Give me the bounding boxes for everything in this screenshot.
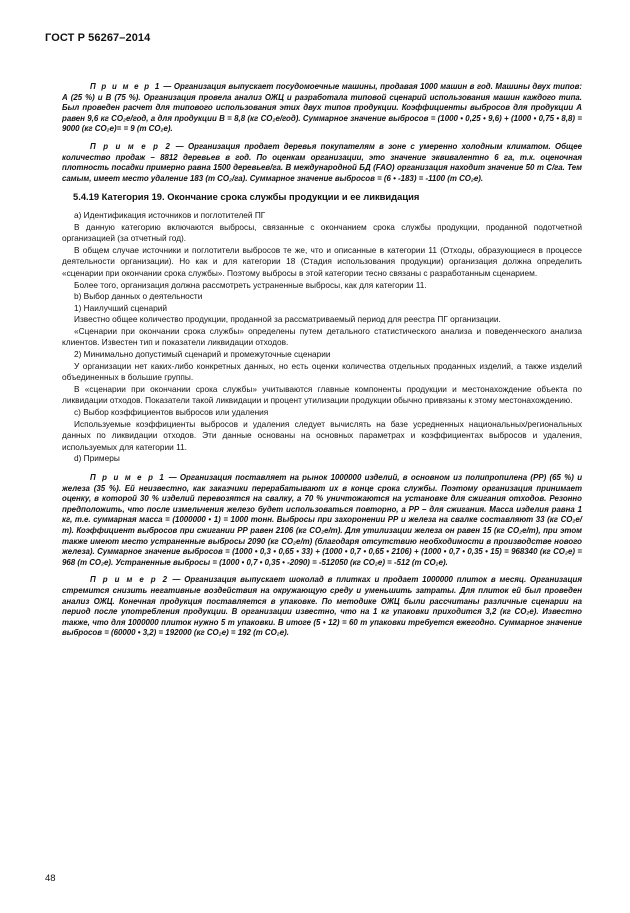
paragraph: В данную категорию включаются выбросы, связанные с окончанием срока службы продукции, проданной подотчетной организацией (за отчетный год).: [62, 221, 582, 244]
section-title: 5.4.19 Категория 19. Окончание срока службы продукции и ее ликвидация: [73, 191, 420, 203]
paragraph: 2) Минимально допустимый сценарий и промежуточные сценарии: [74, 349, 331, 360]
example-text: — Организация выпускает шоколад в плитках и продает 1000000 плиток в месяц. Организация стремится снизить негативные воздействия на окружающую среду и уменьшить затраты. Для плиток ей был проведен анализ ОЖЦ. Конечная продукция поставляется в упаковке. По методике ОЖЦ были рассчитаны различные сценарии на период после употребления продукции. В организации известно, что на 1 кг упаковки приходится 3,2 (кг CO₂е). Известно также, что для 1000000 плиток нужно 5 т упаковки. В итоге (5 • 12) = 60 т упаковки требуется ежегодно. Суммарное значение выбросов = (60000 • 3,2) = 192000 (кг CO₂е) = 192 (т CO₂е).: [62, 575, 583, 638]
paragraph: с) Выбор коэффициентов выбросов или удаления: [74, 407, 269, 418]
example-top-1: [62, 82, 582, 135]
example-text: — Организация выпускает посудомоечные машины, продавая 1000 машин в год. Машины двух типов: А (25 %) и В (75 %). Организация провела анализ ОЖЦ и разработала типовой сценарий использования машин каждого типа. Был проведен расчет для типового использования этих двух типов продукции. Коэффициенты выбросов для продукции А равен 9,6 кг CO₂е/год, а для продукции В = 8,8 (кг CO₂е/год). Суммарное значение выбросов = (1000 • 0,25 • 9,6) + (1000 • 0,75 • 8,8) = 9000 (кг CO₂е)= = 9 (т CO₂е).: [62, 82, 582, 134]
page-number: 48: [45, 873, 56, 884]
paragraph: Используемые коэффициенты выбросов и удаления следует вычислять на базе усредненных национальных/региональных данных по ликвидации отходов. Эти данные основаны на основных параметрах и коэффициентах выбросов и удаления, используемых для категории 11.: [62, 418, 582, 452]
page-content: [62, 82, 582, 646]
example-bottom-1: [62, 473, 582, 568]
example-top-2: [62, 142, 582, 184]
example-label: П р и м е р 1: [90, 473, 166, 482]
paragraph: «Сценарии при окончании срока службы» определены путем детального статистического анализа и поведенческого анализа клиентов. Известен тип и показатели ликвидации отходов.: [62, 325, 582, 348]
example-bottom-2: [62, 575, 582, 639]
paragraph: В общем случае источники и поглотители выбросов те же, что и описанные в категории 11 (Отходы, образующиеся в процессе деятельности организации). Но как и для категории 18 (Стадия использования продукции) организация должна определить «сценарии при окончании срока службы». Поэтому выбросы в этой категории тесно связаны с разработанным сценарием.: [62, 244, 582, 278]
paragraph: b) Выбор данных о деятельности: [74, 291, 203, 302]
document-header: ГОСТ Р 56267–2014: [45, 32, 151, 44]
paragraph: В «сценарии при окончании срока службы» учитываются главные компоненты продукции и местонахождение объекта по ликвидации отходов. Показатели такой ликвидации и процент утилизации продукции обычно привязаны к этому местонахождению.: [62, 383, 582, 406]
paragraph: а) Идентификация источников и поглотителей ПГ: [74, 209, 266, 220]
paragraph: Более того, организация должна рассмотреть устраненные выбросы, как для категории 11.: [74, 279, 427, 290]
example-text: — Организация поставляет на рынок 1000000 изделий, в основном из полипропилена (РР) (65 %) и железа (35 %). Ей неизвестно, как заказчики перерабатывают их в конце срока службы. Поэтому организация принимает оценку, в которой 30 % изделий перевозятся на свалку, а 70 % уничтожаются на установке для сжигания отходов. Резонно предположить, что после измельчения железо будет использоваться повторно, а РР – для сжигания. Масса изделия равна 1 кг, т.е. суммарная масса = (1000000 • 1) = 1000 тонн. Выбросы при захоронении РР и железа на свалке составляют 33 (кг CO₂е/т). Коэффициент выбросов при сжигании РР равен 2106 (кг CO₂е/т). Для утилизации железа он равен 15 (кг CO₂е/т), при этом также имеют место устраненные выбросы 2090 (кг CO₂е/т) (благодаря отсутствию необходимости в производстве нового железа). Суммарное значение выбросов = (1000 • 0,3 • 0,65 • 33) + (1000 • 0,7 • 0,65 • 2106) + (1000 • 0,7 • 0,35 • 15) = 968340 (кг CO₂е) = 968 (т CO₂е). Устраненные выбросы = (1000 • 0,7 • 0,35 • -2090) = -512050 (кг CO₂е) = -512 (т CO₂е).: [62, 473, 583, 567]
example-label: П р и м е р 1: [90, 82, 161, 91]
paragraph: 1) Наилучший сценарий: [74, 302, 167, 313]
paragraph: d) Примеры: [74, 453, 120, 464]
example-label: П р и м е р 2: [90, 141, 172, 151]
example-label: П р и м е р 2: [90, 575, 169, 585]
paragraph: У организации нет каких-либо конкретных данных, но есть оценки количества отдельных проданных изделий, а также изделий объединенных в большие группы.: [62, 360, 582, 383]
paragraph: Известно общее количество продукции, проданной за рассматриваемый период для реестра ПГ организации.: [74, 314, 501, 325]
example-text: — Организация продает деревья покупателям в зоне с умеренно холодным климатом. Общее количество продаж – 8812 деревьев в год. По оценкам организации, это значение эквивалентно 6 га, т.к. оценочная плотность посадки примерно равна 1500 деревьев/га. В международной БД (FAO) организация находит значение 50 т С/га. Тем самым, имеет место удаление 183 (т CO₂/га). Суммарное значение выбросов = (6 • -183) = -1100 (т CO₂е).: [62, 141, 583, 183]
